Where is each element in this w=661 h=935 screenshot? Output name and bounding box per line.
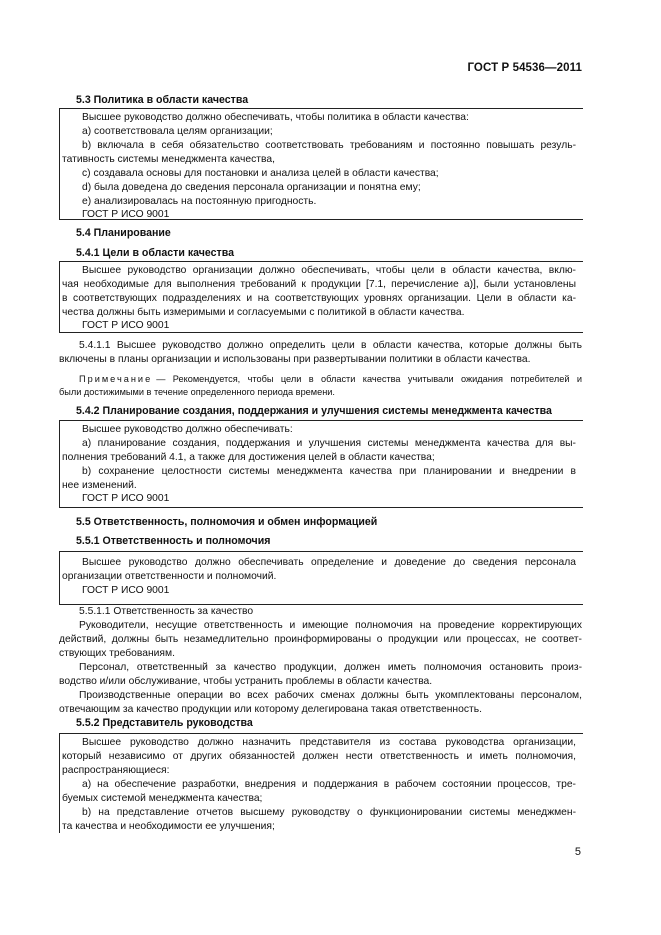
section-5-5-heading: 5.5 Ответственность, полномочия и обмен информацией [76,516,378,528]
box-line: e) анализировалась на постоянную пригодность. [82,196,317,207]
box-line: Высшее руководство должно обеспечивать: [82,424,293,435]
section-5-5-2-heading: 5.5.2 Представитель руководства [76,717,253,729]
paragraph-line: отвечающим за качество продукции или которому делегирована такая ответственность. [59,704,482,715]
standard-reference: ГОСТ Р ИСО 9001 [82,209,170,220]
standard-quote-box-5-3 [59,108,583,220]
box-line: a) соответствовала целям организации; [82,126,273,137]
note-text: — Рекомендуется, чтобы цели в области качества учитывали ожидания потребителей и [156,374,582,384]
note [79,373,582,386]
box-line: нее изменений. [62,480,137,491]
section-5-3-heading: 5.3 Политика в области качества [76,94,249,106]
paragraph-line: Производственные операции во всех рабочих сменах должны быть укомплектованы персоналом, [79,690,582,701]
box-line: в соответствующих подразделениях и на соответствующих уровнях организации. Цели в области ка- [62,293,576,304]
box-line: a) планирование создания, поддержания и улучшения системы менеджмента качества для вы- [82,438,576,449]
box-line: полнения требований 4.1, а также для достижения целей в области качества; [62,452,435,463]
box-line: a) на обеспечение разработки, внедрения и поддержания в рабочем состоянии процессов, тре- [82,779,576,790]
section-5-4-2-heading: 5.4.2 Планирование создания, поддержания и улучшения системы менеджмента качества [76,405,552,417]
note-text: были достижимыми в течение определенного периода времени. [59,387,335,397]
standard-reference: ГОСТ Р ИСО 9001 [82,585,170,596]
box-line: распространяющиеся: [62,765,170,776]
box-line: b) на представление отчетов высшему руководству о функционировании системы менеджмен- [82,807,576,818]
box-line: Высшее руководство организации должно обеспечивать, чтобы цели в области качества, вклю- [82,265,576,276]
box-line: Высшее руководство должно обеспечивать, чтобы политика в области качества: [82,112,469,123]
page-number: 5 [574,846,581,858]
paragraph-line: действий, должны быть незамедлительно проинформированы о продукции или процессах, не соответ- [59,634,582,645]
box-line: чества должны быть измеримыми и согласуемыми с политикой в области качества. [62,307,465,318]
section-5-4-heading: 5.4 Планирование [76,227,171,239]
standard-quote-box-5-5-1 [59,551,583,605]
box-line: Высшее руководство должно обеспечивать определение и доведение до сведения персонала [82,557,576,568]
section-5-4-1-heading: 5.4.1 Цели в области качества [76,247,234,259]
box-line: Высшее руководство должно назначить представителя из состава руководства организации, [82,737,576,748]
box-line: который независимо от других обязанностей должен нести ответственность и иметь полномочия, [62,751,576,762]
paragraph-line: водство и/или обслуживание, чтобы устранить проблемы в области качества. [59,676,433,687]
box-line: тативность системы менеджмента качества, [62,154,275,165]
standard-reference: ГОСТ Р ИСО 9001 [82,493,170,504]
standard-quote-box-5-4-2 [59,420,583,508]
box-line: чая необходимые для выполнения требований к продукции [7.1, перечисление а)], были установлены [62,279,576,290]
paragraph-5-4-1-1: 5.4.1.1 Высшее руководство должно определить цели в области качества, которые должны быть [79,340,582,351]
document-number-header: ГОСТ Р 54536—2011 [467,62,582,74]
paragraph-line: Персонал, ответственный за качество продукции, должен иметь полномочия остановить произ- [79,662,582,673]
note-label: Примечание [79,374,153,384]
standard-quote-box-5-4-1 [59,261,583,333]
paragraph-5-4-1-1: включены в планы организации и использованы при развертывании политики в области качества. [59,354,531,365]
box-line: организации ответственности и полномочий. [62,571,277,582]
box-line: та качества и необходимости ее улучшения; [62,821,275,832]
box-line: d) была доведена до сведения персонала организации и понятна ему; [82,182,421,193]
box-line: b) включала в себя обязательство соответствовать требованиям и постоянно повышать резуль- [82,140,576,151]
box-line: буемых системой менеджмента качества; [62,793,263,804]
paragraph-line: Руководители, несущие ответственность и имеющие полномочия на проведение корректирующих [79,620,582,631]
box-line: b) сохранение целостности системы менеджмента качества при планировании и внедрении в [82,466,576,477]
section-5-5-1-heading: 5.5.1 Ответственность и полномочия [76,535,271,547]
standard-reference: ГОСТ Р ИСО 9001 [82,320,170,331]
standard-quote-box-5-5-2 [59,733,583,833]
paragraph-5-5-1-1-title: 5.5.1.1 Ответственность за качество [79,606,254,617]
paragraph-line: ствующих требованиям. [59,648,175,659]
box-line: c) создавала основы для постановки и анализа целей в области качества; [82,168,439,179]
